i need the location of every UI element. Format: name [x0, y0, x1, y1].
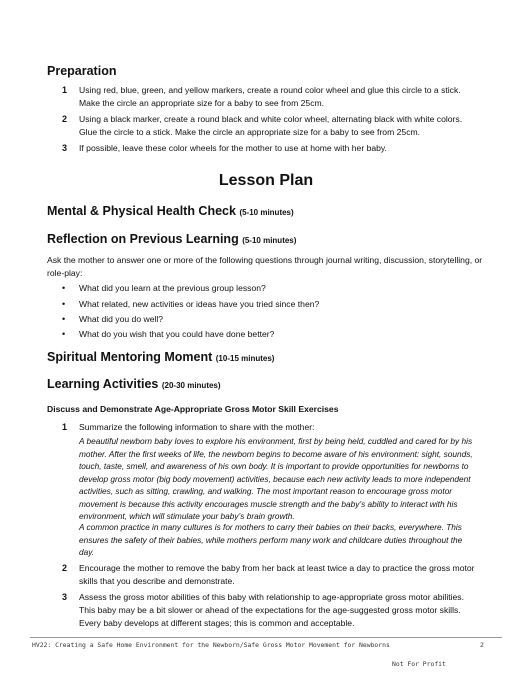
reflection-duration: (5-10 minutes) — [242, 236, 297, 245]
prep-item-3-text: If possible, leave these color wheels for the mother to use at home with her baby. — [79, 143, 387, 153]
health-check-title: Mental & Physical Health Check — [47, 204, 236, 218]
bullet-icon: • — [62, 314, 66, 324]
preparation-heading: Preparation — [47, 64, 117, 78]
lesson-plan-title: Lesson Plan — [218, 172, 314, 189]
spiritual-title: Spiritual Mentoring Moment — [47, 350, 213, 364]
footer-divider — [30, 637, 502, 638]
spiritual-duration: (10-15 minutes) — [215, 354, 275, 363]
spiritual-heading — [47, 350, 274, 364]
learning-item-3-number: 3 — [62, 592, 68, 602]
prep-item-1-number: 1 — [62, 85, 68, 95]
bullet-icon: • — [62, 329, 66, 339]
reflection-title: Reflection on Previous Learning — [47, 232, 239, 246]
reflection-bullet-4: What do you wish that you could have done better? — [79, 329, 275, 339]
reflection-intro: Ask the mother to answer one or more of the following questions through journal writing, discussion, storytelling, or role-play: — [47, 255, 483, 278]
footer-note: Not For Profit — [392, 660, 446, 668]
learning-item-1-number: 1 — [62, 422, 68, 432]
learning-item-1-para-1: A beautiful newborn baby loves to explore his environment, first by being held, cuddled and cared for by his mother. After the first weeks of life, the newborn begins to become aware of his environment: sight, sounds, touch, taste, smell, and awareness of his own body. It is important to provide opportunities for newborns to develop gross motor (big body movement) activities, because each new activity leads to more independent activities, such as sitting, crawling, and walking. The most important reason to encourage gross motor movement is because this activity encourages muscle strength and the baby’s ability to interact with his environment, which will stimulate your baby’s brain growth. — [79, 436, 473, 521]
reflection-heading — [47, 232, 296, 246]
bullet-icon: • — [62, 283, 66, 293]
learning-duration: (20-30 minutes) — [161, 381, 221, 390]
learning-heading — [47, 377, 221, 391]
footer-course-title: HV22: Creating a Safe Home Environment for the Newborn/Safe Gross Motor Movement for Newborns — [32, 641, 390, 649]
reflection-bullet-1: What did you learn at the previous group lesson? — [79, 283, 266, 293]
prep-item-1-text: Using red, blue, green, and yellow markers, create a round color wheel and glue this circle to a stick. Make the circle an appropriate size for a baby to see from 25cm. — [79, 85, 461, 108]
prep-item-2-number: 2 — [62, 114, 68, 124]
health-check-duration: (5-10 minutes) — [239, 208, 294, 217]
bullet-icon: • — [62, 299, 66, 309]
learning-subheading: Discuss and Demonstrate Age-Appropriate Gross Motor Skill Exercises — [47, 404, 339, 414]
learning-item-2-number: 2 — [62, 563, 68, 573]
health-check-heading — [47, 204, 294, 218]
learning-title: Learning Activities — [47, 377, 159, 391]
learning-item-1-para-2: A common practice in many cultures is for mothers to carry their babies on their backs, everywhere. This ensures the safety of their babies, while mothers perform many work and childcare duties throughout the day. — [79, 522, 463, 557]
learning-item-2-text: Encourage the mother to remove the baby from her back at least twice a day to practice the gross motor skills that you describe and demonstrate. — [79, 563, 475, 586]
prep-item-3-number: 3 — [62, 143, 68, 153]
learning-item-3-text: Assess the gross motor abilities of this baby with relationship to age-appropriate gross motor abilities. This baby may be a bit slower or ahead of the expectations for the age-suggested gross motor skills. Every baby develops at different stages; this is common and acceptable. — [79, 592, 464, 628]
prep-item-2-text: Using a black marker, create a round black and white color wheel, alternating black with white colors. Glue the circle to a stick. Make the circle an appropriate size for a baby to see from 25cm. — [79, 114, 463, 137]
learning-item-1-text: Summarize the following information to share with the mother: — [79, 422, 315, 432]
footer-page-number: 2 — [480, 641, 484, 649]
reflection-bullet-3: What did you do well? — [79, 314, 164, 324]
reflection-bullet-2: What related, new activities or ideas have you tried since then? — [79, 299, 320, 309]
